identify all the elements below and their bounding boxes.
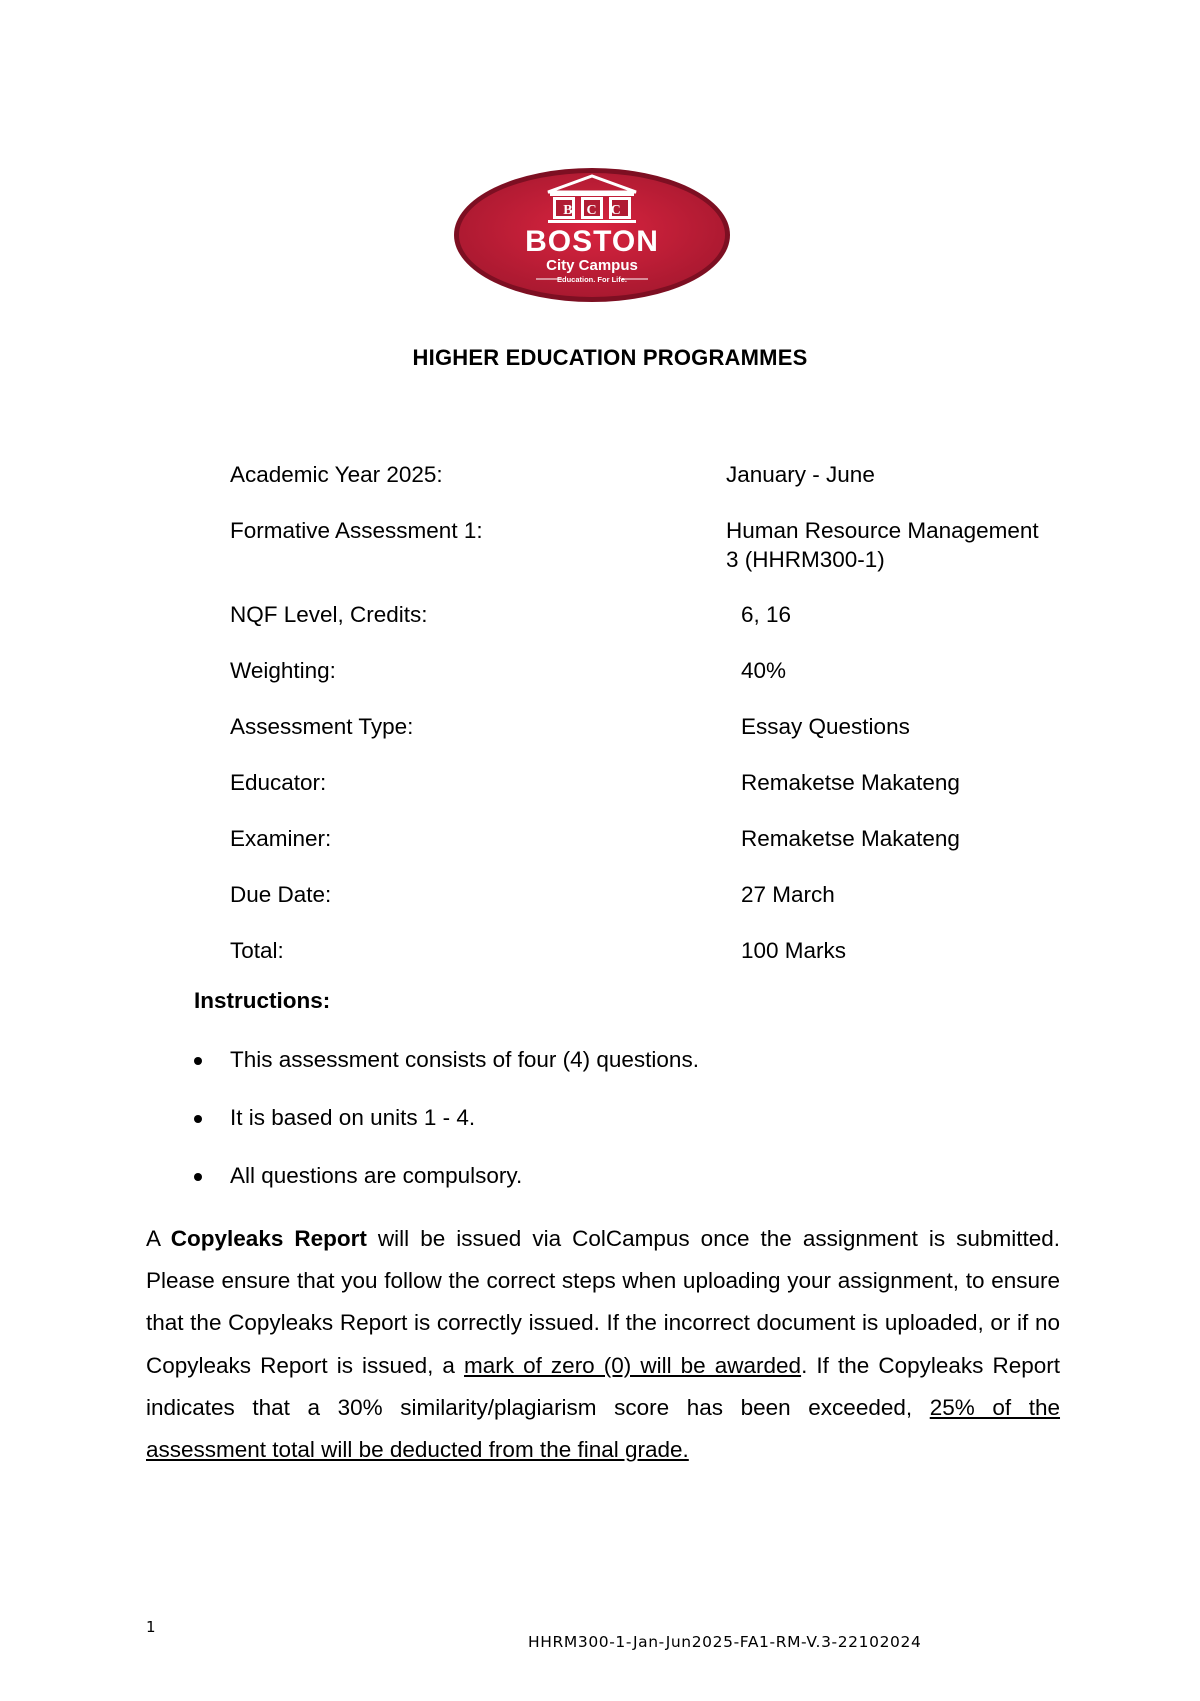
deduction-warning: 25% of the assessment total will be deducted from the final grade. <box>146 1394 1061 1463</box>
notice-text: . If the Copyleaks Report indicates that a 30% similarity/plagiarism score has been exceeded, <box>146 1352 1060 1420</box>
detail-value: January - June <box>726 462 875 487</box>
instructions-title: Instructions: <box>194 988 331 1013</box>
detail-label: Assessment Type: <box>230 714 414 739</box>
list-item <box>194 1046 699 1104</box>
detail-value: Remaketse Makateng <box>741 826 960 851</box>
detail-row-examiner <box>230 824 1110 880</box>
detail-row-formative-assessment <box>230 516 1110 600</box>
notice-text: will be issued via ColCampus once the assignment is submitted. Please ensure that you follow the correct steps when uploading your assignment, to ensure that the Copyleaks Report is correctly issued. If the incorrect document is uploaded, or if no Copyleaks Report is issued, a <box>146 1226 1060 1378</box>
list-item <box>194 1162 699 1220</box>
instruction-text: All questions are compulsory. <box>230 1163 523 1188</box>
detail-value: 27 March <box>741 882 835 907</box>
detail-label: Total: <box>230 938 284 963</box>
logo-subtitle: City Campus <box>546 257 638 274</box>
detail-value: 6, 16 <box>741 602 792 627</box>
boston-city-campus-logo <box>452 166 732 304</box>
detail-label: NQF Level, Credits: <box>230 602 428 627</box>
copyleaks-notice <box>146 1218 1060 1471</box>
detail-label: Formative Assessment 1: <box>230 518 483 543</box>
detail-label: Due Date: <box>230 882 332 907</box>
detail-row-educator <box>230 768 1110 824</box>
detail-label: Academic Year 2025: <box>230 462 443 487</box>
detail-value: Human Resource Management 3 (HHRM300-1) <box>726 518 1039 572</box>
notice-text: A <box>146 1226 171 1251</box>
logo-initials: BCC <box>563 203 635 218</box>
bullet-icon <box>194 1057 202 1065</box>
logo-tagline: Education. For Life. <box>556 275 628 284</box>
assessment-details <box>230 460 1110 992</box>
detail-row-total <box>230 936 1110 992</box>
zero-mark-warning: mark of zero (0) will be awarded <box>464 1352 802 1378</box>
detail-row-assessment-type <box>230 712 1110 768</box>
document-code: HHRM300-1-Jan-Jun2025-FA1-RM-V.3-22102024 <box>528 1633 922 1651</box>
detail-row-due-date <box>230 880 1110 936</box>
detail-row-weighting <box>230 656 1110 712</box>
instructions-list <box>194 1046 699 1220</box>
detail-label: Educator: <box>230 770 327 795</box>
detail-value: 100 Marks <box>741 938 847 963</box>
detail-label: Examiner: <box>230 826 332 851</box>
detail-value: Essay Questions <box>741 714 910 739</box>
copyleaks-report-term: Copyleaks Report <box>170 1226 367 1251</box>
detail-value: 40% <box>741 658 787 683</box>
detail-value: Remaketse Makateng <box>741 770 960 795</box>
bullet-icon <box>194 1173 202 1181</box>
detail-row-nqf-level <box>230 600 1110 656</box>
bullet-icon <box>194 1115 202 1123</box>
list-item <box>194 1104 699 1162</box>
logo-name: BOSTON <box>525 225 659 258</box>
detail-row-academic-year <box>230 460 1110 516</box>
detail-label: Weighting: <box>230 658 336 683</box>
instruction-text: It is based on units 1 - 4. <box>230 1105 476 1130</box>
instruction-text: This assessment consists of four (4) questions. <box>230 1047 699 1072</box>
page-heading: HIGHER EDUCATION PROGRAMMES <box>412 345 808 370</box>
page-number: 1 <box>146 1618 156 1636</box>
